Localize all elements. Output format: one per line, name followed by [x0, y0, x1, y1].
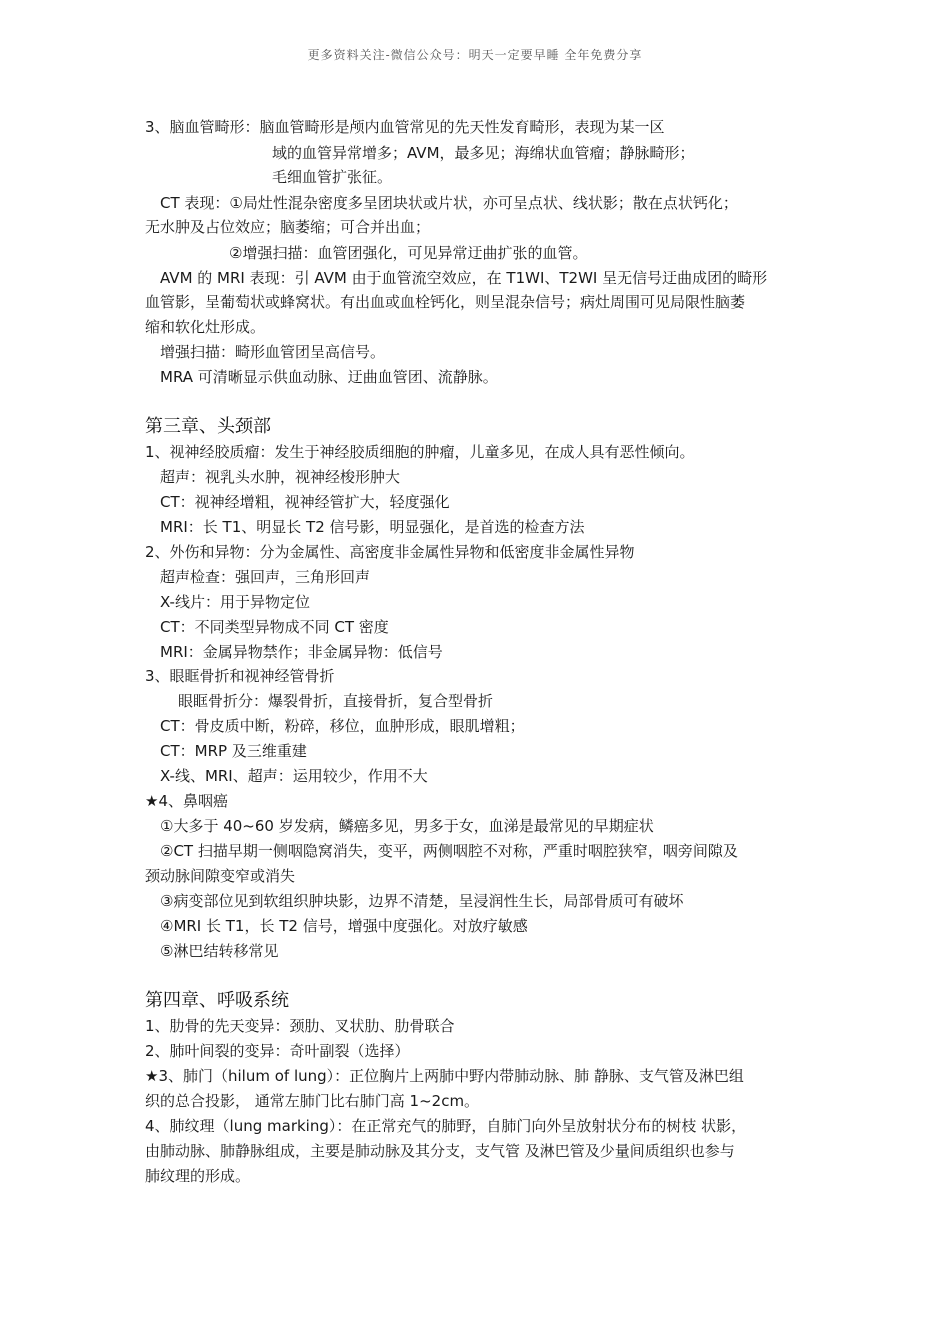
- text-line: 超声检查：强回声，三角形回声: [160, 568, 371, 586]
- text-line: CT 表现：①局灶性混杂密度多呈团块状或片状，亦可呈点状、线状影；散在点状钙化；: [160, 194, 738, 212]
- text-line: ⑤淋巴结转移常见: [160, 942, 279, 960]
- text-line: 超声：视乳头水肿，视神经梭形肿大: [160, 468, 401, 486]
- text-line: 肺纹理的形成。: [145, 1167, 251, 1185]
- text-line: X-线、MRI、超声：运用较少，作用不大: [160, 767, 428, 785]
- text-line: 血管影，呈葡萄状或蜂窝状。有出血或血栓钙化，则呈混杂信号；病灶周围可见局限性脑萎: [145, 293, 746, 311]
- text-line: ★4、鼻咽癌: [145, 792, 228, 810]
- text-line: MRA 可清晰显示供血动脉、迂曲血管团、流静脉。: [160, 368, 498, 386]
- text-line: 缩和软化灶形成。: [145, 318, 266, 336]
- text-line: 2、肺叶间裂的变异：奇叶副裂（选择）: [145, 1042, 410, 1060]
- text-line: CT：视神经增粗，视神经管扩大，轻度强化: [160, 493, 450, 511]
- page-header: 更多资料关注-微信公众号：明天一定要早睡 全年免费分享: [307, 48, 643, 62]
- text-line: 2、外伤和异物：分为金属性、高密度非金属性异物和低密度非金属性异物: [145, 543, 635, 561]
- chapter-heading: 第四章、呼吸系统: [145, 990, 289, 1011]
- text-line: 1、肋骨的先天变异：颈肋、叉状肋、肋骨联合: [145, 1017, 455, 1035]
- text-line: ①大多于 40~60 岁发病，鳞癌多见，男多于女，血涕是最常见的早期症状: [160, 817, 654, 835]
- text-line: 域的血管异常增多；AVM，最多见；海绵状血管瘤；静脉畸形；: [272, 144, 695, 162]
- chapter-heading: 第三章、头颈部: [145, 416, 271, 437]
- text-line: 3、眼眶骨折和视神经管骨折: [145, 667, 335, 685]
- text-line: 4、肺纹理（lung marking）：在正常充气的肺野，自肺门向外呈放射状分布的树枝 状影，: [145, 1117, 747, 1135]
- text-line: MRI：长 T1、明显长 T2 信号影，明显强化，是首选的检查方法: [160, 518, 585, 536]
- text-line: CT：MRP 及三维重建: [160, 742, 307, 760]
- text-line: 增强扫描：畸形血管团呈高信号。: [160, 343, 386, 361]
- text-line: ★3、肺门（hilum of lung）：正位胸片上两肺中野内带肺动脉、肺 静脉、支气管及淋巴组: [145, 1067, 744, 1085]
- text-line: ②CT 扫描早期一侧咽隐窝消失，变平，两侧咽腔不对称，严重时咽腔狭窄，咽旁间隙及: [160, 842, 738, 860]
- text-line: ③病变部位见到软组织肿块影，边界不清楚，呈浸润性生长，局部骨质可有破坏: [160, 892, 684, 910]
- text-line: ④MRI 长 T1，长 T2 信号，增强中度强化。对放疗敏感: [160, 917, 528, 935]
- text-line: 由肺动脉、肺静脉组成，主要是肺动脉及其分支，支气管 及淋巴管及少量间质组织也参与: [145, 1142, 735, 1160]
- text-line: 颈动脉间隙变窄或消失: [145, 867, 296, 885]
- text-line: 1、视神经胶质瘤：发生于神经胶质细胞的肿瘤，儿童多见，在成人具有恶性倾向。: [145, 443, 695, 461]
- text-line: 3、脑血管畸形：脑血管畸形是颅内血管常见的先天性发育畸形，表现为某一区: [145, 118, 665, 136]
- text-line: MRI：金属异物禁作；非金属异物：低信号: [160, 643, 443, 661]
- text-line: 眼眶骨折分：爆裂骨折，直接骨折，复合型骨折: [178, 692, 494, 710]
- text-line: 织的总合投影， 通常左肺门比右肺门高 1~2cm。: [145, 1092, 480, 1110]
- text-line: ②增强扫描：血管团强化，可见异常迂曲扩张的血管。: [229, 244, 588, 262]
- text-line: CT：骨皮质中断，粉碎，移位，血肿形成，眼肌增粗；: [160, 717, 525, 735]
- text-line: X-线片：用于异物定位: [160, 593, 310, 611]
- text-line: CT：不同类型异物成不同 CT 密度: [160, 618, 389, 636]
- text-line: 毛细血管扩张征。: [272, 168, 393, 186]
- text-line: 无水肿及占位效应；脑萎缩；可合并出血；: [145, 218, 431, 236]
- text-line: AVM 的 MRI 表现：引 AVM 由于血管流空效应，在 T1WI、T2WI 呈无信号迂曲成团的畸形: [160, 269, 768, 287]
